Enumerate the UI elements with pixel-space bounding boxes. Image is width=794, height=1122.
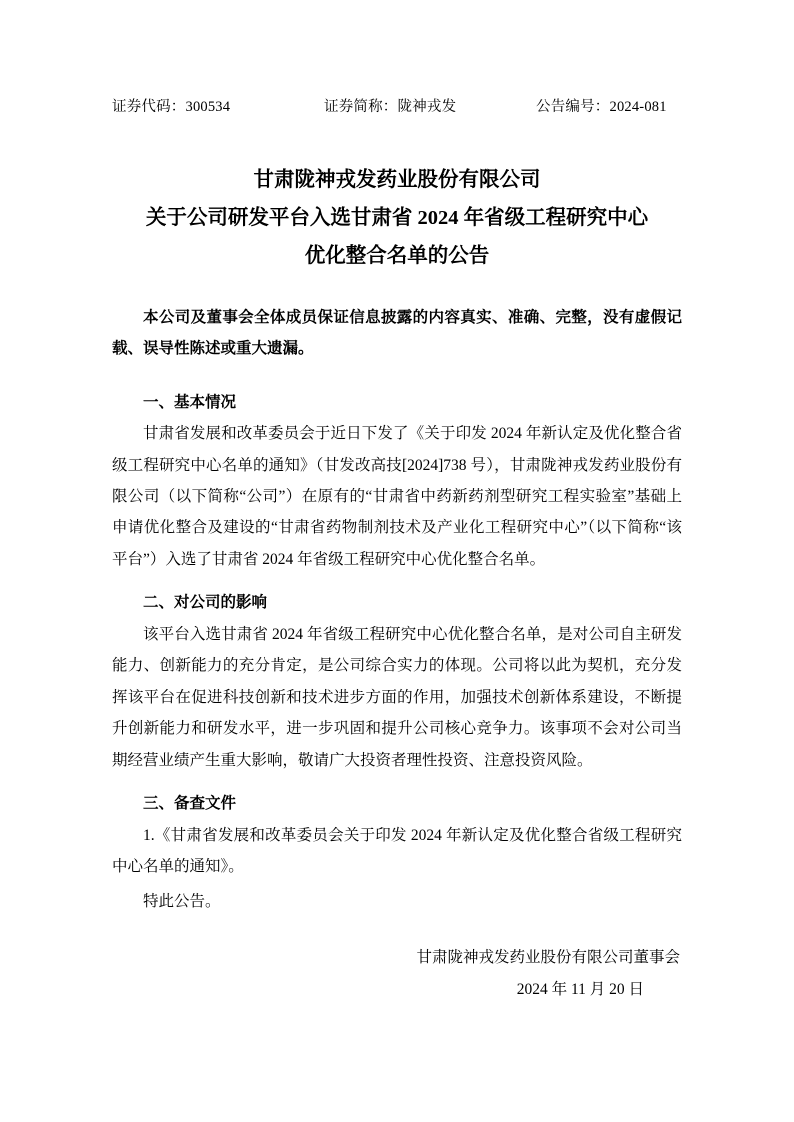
title-line-1: 甘肃陇神戎发药业股份有限公司 (253, 169, 541, 191)
signature-date: 2024 年 11 月 20 日 (516, 980, 644, 998)
signature-block (112, 942, 682, 1006)
title-line-3: 优化整合名单的公告 (304, 244, 490, 267)
section-2-paragraph-1: 该平台入选甘肃省 2024 年省级工程研究中心优化整合名单，是对公司自主研发能力、创新能力的充分肯定，是公司综合实力的体现。公司将以此为契机，充分发挥该平台在促进科技创新和技术进步方面的作用，加强技术创新体系建设，不断提升创新能力和研发水平，进一步巩固和提升公司核心竞争力。该事项不会对公司当期经营业绩产生重大影响，敬请广大投资者理性投资、注意投资风险。 (112, 625, 682, 769)
section-1-paragraph-1: 甘肃省发展和改革委员会于近日下发了《关于印发 2024 年新认定及优化整合省级工程研究中心名单的通知》（甘发改高技[2024]738 号），甘肃陇神戎发药业股份有限公司（以下简称“公司”）在原有的“甘肃省中药新药剂型研究工程实验室”基础上申请优化整合及建设的“甘肃省药物制剂技术及产业化工程研究中心”（以下简称“该平台”）入选了甘肃省 2024 年省级工程研究中心优化整合名单。 (112, 425, 682, 568)
announcement-number: 公告编号：2024-081 (536, 99, 667, 115)
security-code: 证券代码：300534 (112, 99, 231, 115)
document-header (112, 95, 682, 116)
section-heading-3: 三、备查文件 (143, 795, 237, 813)
disclaimer-paragraph: 本公司及董事会全体成员保证信息披露的内容真实、准确、完整，没有虚假记载、误导性陈述或重大遗漏。 (112, 308, 682, 358)
title-line-2: 关于公司研发平台入选甘肃省 2024 年省级工程研究中心 (145, 206, 649, 229)
closing-paragraph: 特此公告。 (143, 893, 221, 911)
section-3-paragraph-1: 1.《甘肃省发展和改革委员会关于印发 2024 年新认定及优化整合省级工程研究中心名单的通知》。 (112, 826, 682, 876)
page-title (112, 162, 682, 276)
section-heading-1: 一、基本情况 (143, 393, 237, 411)
signature-company: 甘肃陇神戎发药业股份有限公司董事会 (416, 948, 680, 966)
section-heading-2: 二、对公司的影响 (143, 594, 268, 612)
security-name: 证券简称：陇神戎发 (324, 99, 457, 115)
